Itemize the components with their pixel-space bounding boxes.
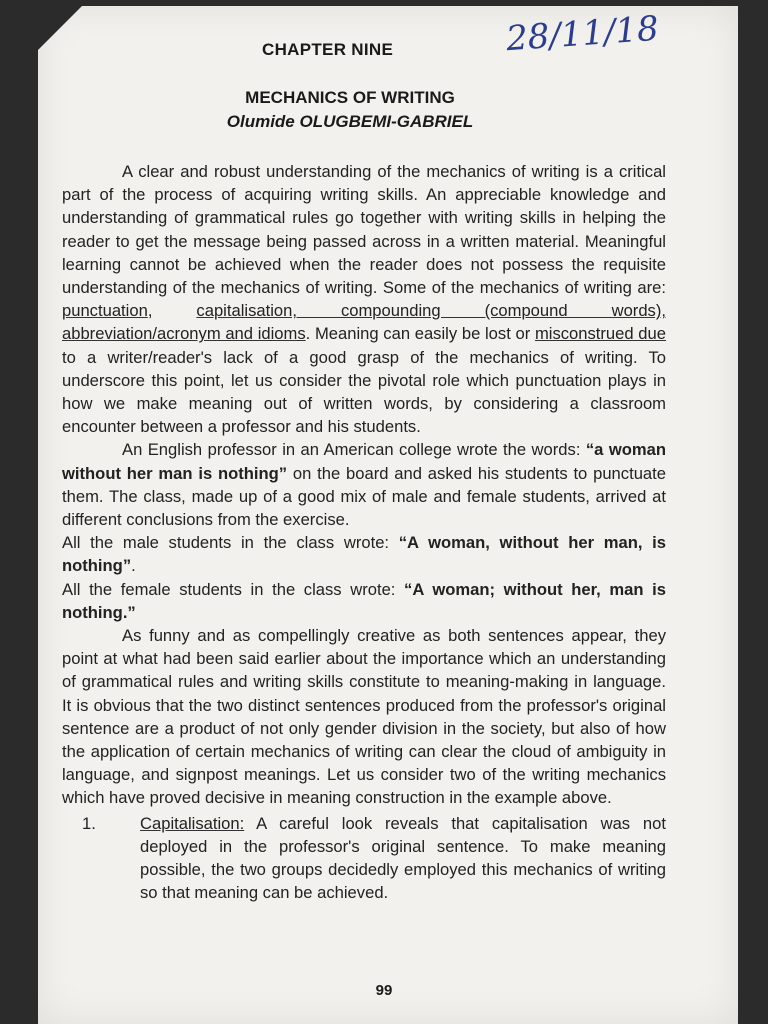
chapter-author: Olumide OLUGBEMI-GABRIEL xyxy=(226,112,474,131)
professor-quote: “a woman without her man is nothing” xyxy=(62,440,666,483)
list-number: 1. xyxy=(82,813,96,833)
paragraph-1-text-a: A clear and robust understanding of the mechanics of writing is a critical part of the process of acquiring writing skills. An appreciable knowledge and understanding of grammatical rules go together with writing skills in helping the reader to get the message being passed across in a written material. Meaningful learning cannot be achieved when the reader does not possess the requisite understanding of the mechanics of writing. Some of the mechanics of writing are: xyxy=(62,162,666,298)
list-item-body: A careful look reveals that capitalisation was not deployed in the professor's original sentence. To make meaning possible, the two groups decidedly employed this mechanics of writing so that meaning can be achieved. xyxy=(140,813,666,903)
paragraph-2-text-a: An English professor in an American college wrote the words: xyxy=(122,440,586,460)
underlined-term-punctuation: punctuation xyxy=(62,301,148,321)
paragraph-2-text-b: on the board and asked his students to punctuate them. The class, made up of a good mix of male and female students, arrived at different conclusions from the exercise. xyxy=(62,463,666,530)
female-students-quote: “A woman; without her, man is nothing.” xyxy=(62,579,666,622)
underlined-terms: capitalisation, compounding (compound words), abbreviation/acronym and idioms xyxy=(62,301,666,344)
folded-corner xyxy=(38,0,88,50)
body-text xyxy=(62,160,666,905)
list-item-text xyxy=(118,812,666,905)
paragraph-2 xyxy=(62,438,666,531)
male-students-quote: “A woman, without her man, is nothing” xyxy=(62,533,667,576)
paragraph-1-text-b: to a writer/reader's lack of a good grasp of the mechanics of writing. To underscore this point, let us consider the pivotal role which punctuation plays in how we make meaning out of written words, by considering a classroom encounter between a professor and his students. xyxy=(62,347,666,437)
paragraph-3-text-b: . xyxy=(131,556,136,576)
page-number: 99 xyxy=(375,982,393,999)
paragraph-1 xyxy=(62,160,666,438)
paragraph-3-text-a: All the male students in the class wrote: xyxy=(62,533,399,553)
chapter-heading: CHAPTER NINE xyxy=(262,40,394,59)
paragraph-3 xyxy=(62,531,666,577)
list-term-capitalisation: Capitalisation: xyxy=(140,813,245,833)
chapter-title: MECHANICS OF WRITING xyxy=(245,88,455,107)
paragraph-1-sep-1: , xyxy=(147,301,197,321)
handwritten-date: 28/11/18 xyxy=(504,8,660,60)
paragraph-4-text-a: All the female students in the class wrote: xyxy=(62,579,405,599)
paragraph-1-sep-2: . Meaning can easily be lost or xyxy=(305,324,535,344)
list-item xyxy=(62,812,666,905)
paragraph-4 xyxy=(62,578,666,624)
paragraph-5: As funny and as compellingly creative as both sentences appear, they point at what had been said earlier about the importance which an understanding of grammatical rules and writing skills constitute to meaning-making in language. It is obvious that the two distinct sentences produced from the professor's original sentence are a product of not only gender division in the society, but also of how the application of certain mechanics of writing can clear the cloud of ambiguity in language, and signpost meanings. Let us consider two of the writing mechanics which have proved decisive in meaning construction in the example above. xyxy=(62,626,666,808)
underlined-misconstrued: misconstrued due xyxy=(534,324,666,344)
